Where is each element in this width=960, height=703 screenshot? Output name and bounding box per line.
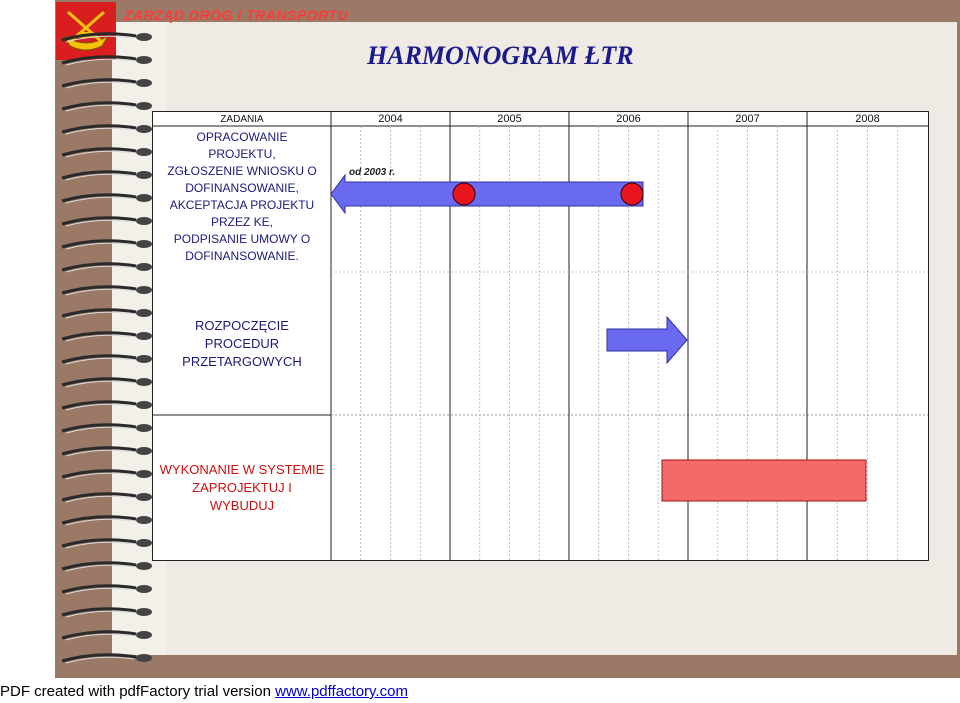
task-row-1-line: PROJEKTU, bbox=[208, 147, 276, 161]
phase-3-bar bbox=[662, 460, 866, 501]
task-row-1-line: PRZEZ KE, bbox=[210, 215, 273, 229]
footer-text: PDF created with pdfFactory trial version bbox=[0, 683, 276, 700]
year-header-2008: 2008 bbox=[855, 113, 880, 125]
page-title: HARMONOGRAM ŁTR bbox=[367, 41, 634, 70]
task-row-3-line: WYKONANIE W SYSTEMIE bbox=[159, 462, 325, 477]
year-header-2004: 2004 bbox=[378, 113, 403, 125]
task-row-1-line: AKCEPTACJA PROJEKTU bbox=[169, 198, 315, 212]
task-row-3-line: WYBUDUJ bbox=[209, 498, 275, 513]
task-row-1-line: PODPISANIE UMOWY O bbox=[173, 232, 311, 246]
milestone-marker-start bbox=[453, 183, 475, 205]
task-row-1-line: ZGŁOSZENIE WNIOSKU O bbox=[167, 164, 317, 178]
phase-2-arrow bbox=[607, 317, 687, 363]
task-row-1-line: DOFINANSOWANIE. bbox=[185, 249, 299, 263]
notebook-spiral bbox=[58, 26, 158, 666]
task-row-1-line: DOFINANSOWANIE, bbox=[185, 181, 299, 195]
phase-1-arrow bbox=[331, 175, 643, 213]
start-note: od 2003 r. bbox=[349, 167, 396, 178]
organization-name: ZARZĄD DRÓG I TRANSPORTU bbox=[124, 7, 349, 23]
pdf-footer bbox=[0, 683, 408, 700]
task-row-2-line: PRZETARGOWYCH bbox=[182, 354, 302, 369]
schedule-table bbox=[152, 111, 929, 561]
year-header-2006: 2006 bbox=[616, 113, 641, 125]
milestone-marker-end bbox=[621, 183, 643, 205]
task-row-2-line: PROCEDUR bbox=[204, 336, 280, 351]
task-row-3-line: ZAPROJEKTUJ I bbox=[192, 480, 292, 495]
year-header-2005: 2005 bbox=[497, 113, 522, 125]
task-row-2-line: ROZPOCZĘCIE bbox=[195, 318, 289, 333]
schedule-bars bbox=[153, 112, 928, 560]
year-header-2007: 2007 bbox=[735, 113, 760, 125]
tasks-column-header: ZADANIA bbox=[220, 114, 264, 125]
task-row-1-line: OPRACOWANIE bbox=[196, 130, 288, 144]
pdffactory-link[interactable]: www.pdffactory.com bbox=[275, 683, 408, 700]
